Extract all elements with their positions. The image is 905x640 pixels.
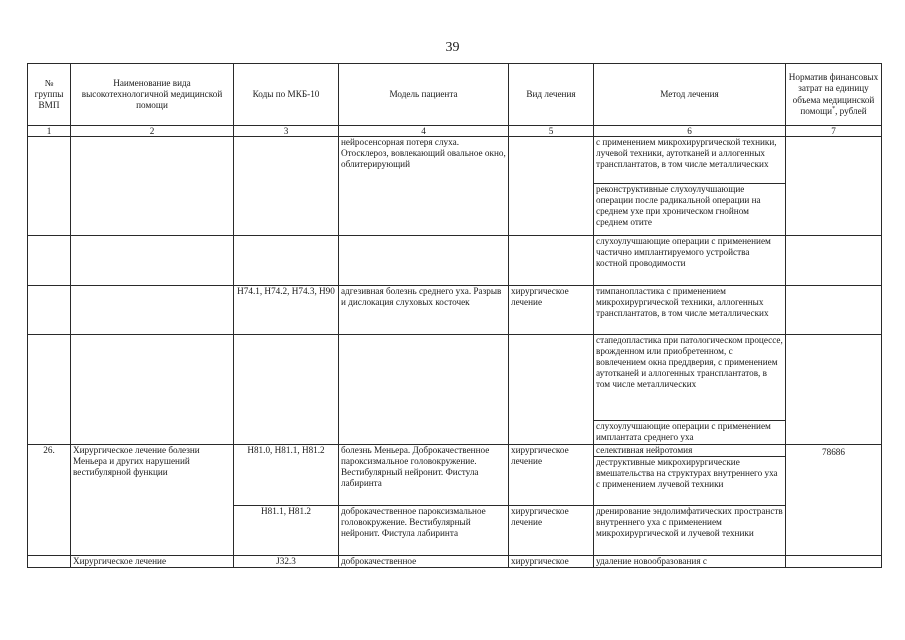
cell-method: деструктивные микрохирургические вмешательства на структурах внутреннего уха с применением лучевой техники — [594, 457, 786, 506]
header-cost-standard — [786, 64, 882, 126]
cell-method: стапедопластика при патологическом процессе, врожденном или приобретенном, с вовлечением окна преддверия, с применением аутотканей и аллогенных трансплантатов, в том числе металлических — [594, 335, 786, 421]
header-cost-footnote-mark: * — [832, 105, 836, 112]
cell-cost — [786, 236, 882, 286]
cell-care-type — [71, 137, 234, 236]
cell-cost — [786, 335, 882, 445]
cell-treatment-type: хирургическое лечение — [509, 445, 594, 506]
cell-care-type — [71, 236, 234, 286]
cell-method: слухоулучшающие операции с применением имплантата среднего уха — [594, 421, 786, 445]
table-row — [28, 236, 882, 286]
cell-treatment-type — [509, 335, 594, 445]
column-number-row — [28, 126, 882, 137]
cell-icd — [234, 236, 339, 286]
cell-method: дренирование эндолимфатических пространств внутреннего уха с применением микрохирургической и лучевой техники — [594, 506, 786, 556]
cell-method: тимпанопластика с применением микрохирургической техники, аллогенных трансплантатов, в том числе металлических — [594, 286, 786, 335]
cell-method: с применением микрохирургической техники, лучевой техники, аутотканей и аллогенных трансплантатов, в том числе металлических — [594, 137, 786, 184]
column-number: 6 — [594, 126, 786, 137]
header-treatment-method: Метод лечения — [594, 64, 786, 126]
cell-treatment-type — [509, 137, 594, 236]
header-cost-text: Норматив финансовых затрат на единицу объема медицинской помощи — [788, 72, 879, 116]
header-icd-codes: Коды по МКБ-10 — [234, 64, 339, 126]
cell-patient-model — [339, 335, 509, 445]
cell-treatment-type: хирургическое лечение — [509, 286, 594, 335]
cell-group — [28, 236, 71, 286]
page-number: 39 — [445, 40, 460, 55]
cell-group: 26. — [28, 445, 71, 556]
header-group-number: № группы ВМП — [28, 64, 71, 126]
table-row — [28, 445, 882, 457]
cell-cost — [786, 556, 882, 568]
cell-treatment-type: хирургическое лечение — [509, 506, 594, 556]
cell-group — [28, 335, 71, 445]
column-number: 2 — [71, 126, 234, 137]
cell-cost — [786, 286, 882, 335]
cell-patient-model — [339, 236, 509, 286]
cell-care-type: Хирургическое лечение — [71, 556, 234, 568]
cell-icd: H81.0, H81.1, H81.2 — [234, 445, 339, 506]
cell-icd — [234, 335, 339, 445]
table-header-row — [28, 64, 882, 126]
cell-care-type: Хирургическое лечение болезни Меньера и других нарушений вестибулярной функции — [71, 445, 234, 556]
cell-icd: H81.1, H81.2 — [234, 506, 339, 556]
header-patient-model: Модель пациента — [339, 64, 509, 126]
cell-cost — [786, 137, 882, 236]
cell-group — [28, 556, 71, 568]
vmp-table — [27, 63, 882, 568]
cell-method: реконструктивные слухоулучшающие операции после радикальной операции на среднем ухе при хроническом гнойном среднем отите — [594, 184, 786, 236]
cell-group — [28, 286, 71, 335]
cell-cost-value: 78686 — [786, 445, 882, 556]
cell-icd: H74.1, H74.2, H74.3, H90 — [234, 286, 339, 335]
header-cost-unit: , рублей — [835, 105, 867, 116]
table-row — [28, 137, 882, 184]
header-care-type: Наименование вида высокотехнологичной медицинской помощи — [71, 64, 234, 126]
cell-icd — [234, 137, 339, 236]
column-number: 1 — [28, 126, 71, 137]
cell-patient-model: доброкачественное пароксизмальное головокружение. Вестибулярный нейронит. Фистула лабиринта — [339, 506, 509, 556]
column-number: 3 — [234, 126, 339, 137]
cell-care-type — [71, 286, 234, 335]
cell-treatment-type — [509, 236, 594, 286]
cell-patient-model: болезнь Меньера. Доброкачественное пароксизмальное головокружение. Вестибулярный нейронит. Фистула лабиринта — [339, 445, 509, 506]
cell-care-type — [71, 335, 234, 445]
cell-method: удаление новообразования с — [594, 556, 786, 568]
cell-treatment-type: хирургическое — [509, 556, 594, 568]
column-number: 7 — [786, 126, 882, 137]
cell-patient-model: нейросенсорная потеря слуха. Отосклероз, вовлекающий овальное окно, облитерирующий — [339, 137, 509, 236]
cell-icd: J32.3 — [234, 556, 339, 568]
cell-group — [28, 137, 71, 236]
cell-method: слухоулучшающие операции с применением частично имплантируемого устройства костной проводимости — [594, 236, 786, 286]
column-number: 5 — [509, 126, 594, 137]
table-row — [28, 556, 882, 568]
table-row — [28, 286, 882, 335]
cell-patient-model: доброкачественное — [339, 556, 509, 568]
table-row — [28, 335, 882, 421]
cell-patient-model: адгезивная болезнь среднего уха. Разрыв и дислокация слуховых косточек — [339, 286, 509, 335]
cell-method: селективная нейротомия — [594, 445, 786, 457]
column-number: 4 — [339, 126, 509, 137]
header-treatment-type: Вид лечения — [509, 64, 594, 126]
